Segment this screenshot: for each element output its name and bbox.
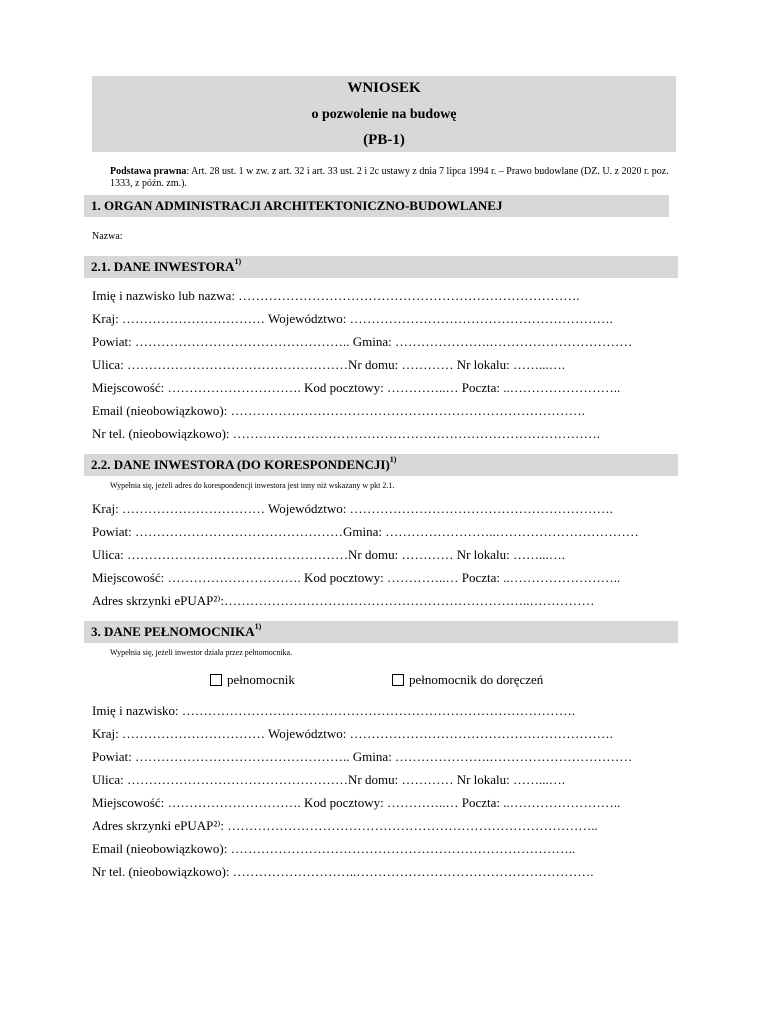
- checkbox-proxy-label: pełnomocnik: [227, 672, 295, 687]
- investor-country-region-field[interactable]: Kraj: …………………………… Województwo: …………………………………………………….: [92, 311, 613, 326]
- investor-city-postcode-field[interactable]: Miejscowość: …………………………. Kod pocztowy: …………..… Poczta: ..……………………..: [92, 380, 621, 395]
- proxy-phone-field[interactable]: Nr tel. (nieobowiązkowo): ………………………..……………………………………………….: [92, 864, 594, 879]
- proxy-city-postcode-field[interactable]: Miejscowość: …………………………. Kod pocztowy: …………..… Poczta: ..……………………..: [92, 795, 621, 810]
- organ-name-label[interactable]: Nazwa:: [92, 231, 123, 242]
- proxy-email-field[interactable]: Email (nieobowiązkowo): ……………………………………………………………………..: [92, 841, 576, 856]
- correspondence-note: Wypełnia się, jeżeli adres do korespondencji inwestora jest inny niż wskazany w pkt 2.1.: [110, 481, 395, 490]
- checkbox-proxy-delivery[interactable]: [392, 674, 404, 686]
- checkbox-proxy[interactable]: [210, 674, 222, 686]
- form-code: (PB-1): [363, 132, 405, 148]
- section-investor-title: 2.1. DANE INWESTORA: [91, 259, 235, 274]
- section-organ-header: [84, 195, 669, 217]
- section-proxy-title: 3. DANE PEŁNOMOCNIKA: [91, 624, 255, 639]
- proxy-name-field[interactable]: Imię i nazwisko: ……………………………………………………………………………….: [92, 703, 576, 718]
- investor-street-field[interactable]: Ulica: ……………………………………………Nr domu: ………… Nr lokalu: ……...….: [92, 357, 566, 372]
- footnote-marker: 1): [389, 455, 397, 464]
- proxy-option[interactable]: [210, 672, 295, 688]
- section-organ-title: 1. ORGAN ADMINISTRACJI ARCHITEKTONICZNO-BUDOWLANEJ: [91, 198, 503, 213]
- proxy-street-field[interactable]: Ulica: ……………………………………………Nr domu: ………… Nr lokalu: ……...….: [92, 772, 566, 787]
- correspondence-street-field[interactable]: Ulica: ……………………………………………Nr domu: ………… Nr lokalu: ……...….: [92, 547, 566, 562]
- investor-phone-field[interactable]: Nr tel. (nieobowiązkowo): ………………………………………………………………………….: [92, 426, 601, 441]
- investor-email-field[interactable]: Email (nieobowiązkowo): ……………………………………………………………………….: [92, 403, 585, 418]
- correspondence-country-region-field[interactable]: Kraj: …………………………… Województwo: …………………………………………………….: [92, 501, 613, 516]
- correspondence-county-commune-field[interactable]: Powiat: …………………………………………Gmina: ……………………..……………………………: [92, 524, 639, 539]
- footnote-marker: 1): [254, 622, 262, 631]
- proxy-epuap-field[interactable]: Adres skrzynki ePUAP²⁾: …………………………………………………………………………..: [92, 818, 598, 833]
- form-title-box: [92, 76, 676, 152]
- section-proxy-header: [84, 621, 678, 643]
- checkbox-proxy-delivery-label: pełnomocnik do doręczeń: [409, 672, 544, 687]
- legal-basis-label: Podstawa prawna: [110, 166, 187, 177]
- investor-county-commune-field[interactable]: Powiat: ………………………………………….. Gmina: ………………….……………………………: [92, 334, 633, 349]
- proxy-county-commune-field[interactable]: Powiat: ………………………………………….. Gmina: ………………….……………………………: [92, 749, 633, 764]
- section-investor-header: [84, 256, 678, 278]
- form-title: WNIOSEK: [347, 80, 421, 96]
- section-correspondence-title: 2.2. DANE INWESTORA (DO KORESPONDENCJI): [91, 457, 390, 472]
- correspondence-epuap-field[interactable]: Adres skrzynki ePUAP²⁾:……………………………………………………………..……………: [92, 593, 595, 608]
- investor-name-field[interactable]: Imię i nazwisko lub nazwa: …………………………………………………………………….: [92, 288, 580, 303]
- legal-basis-text: : Art. 28 ust. 1 w zw. z art. 32 i art. 33 ust. 2 i 2c ustawy z dnia 7 lipca 1994 r. – Prawo budowlane (DZ. U. z 2020 r. poz. 1333, z późn. zm.).: [110, 166, 669, 189]
- section-correspondence-header: [84, 454, 678, 476]
- proxy-country-region-field[interactable]: Kraj: …………………………… Województwo: …………………………………………………….: [92, 726, 613, 741]
- proxy-delivery-option[interactable]: [392, 672, 543, 688]
- form-subtitle: o pozwolenie na budowę: [311, 107, 457, 122]
- footnote-marker: 1): [234, 257, 242, 266]
- legal-basis: [110, 166, 676, 190]
- proxy-note: Wypełnia się, jeżeli inwestor działa przez pełnomocnika.: [110, 648, 293, 657]
- correspondence-city-postcode-field[interactable]: Miejscowość: …………………………. Kod pocztowy: …………..… Poczta: ..……………………..: [92, 570, 621, 585]
